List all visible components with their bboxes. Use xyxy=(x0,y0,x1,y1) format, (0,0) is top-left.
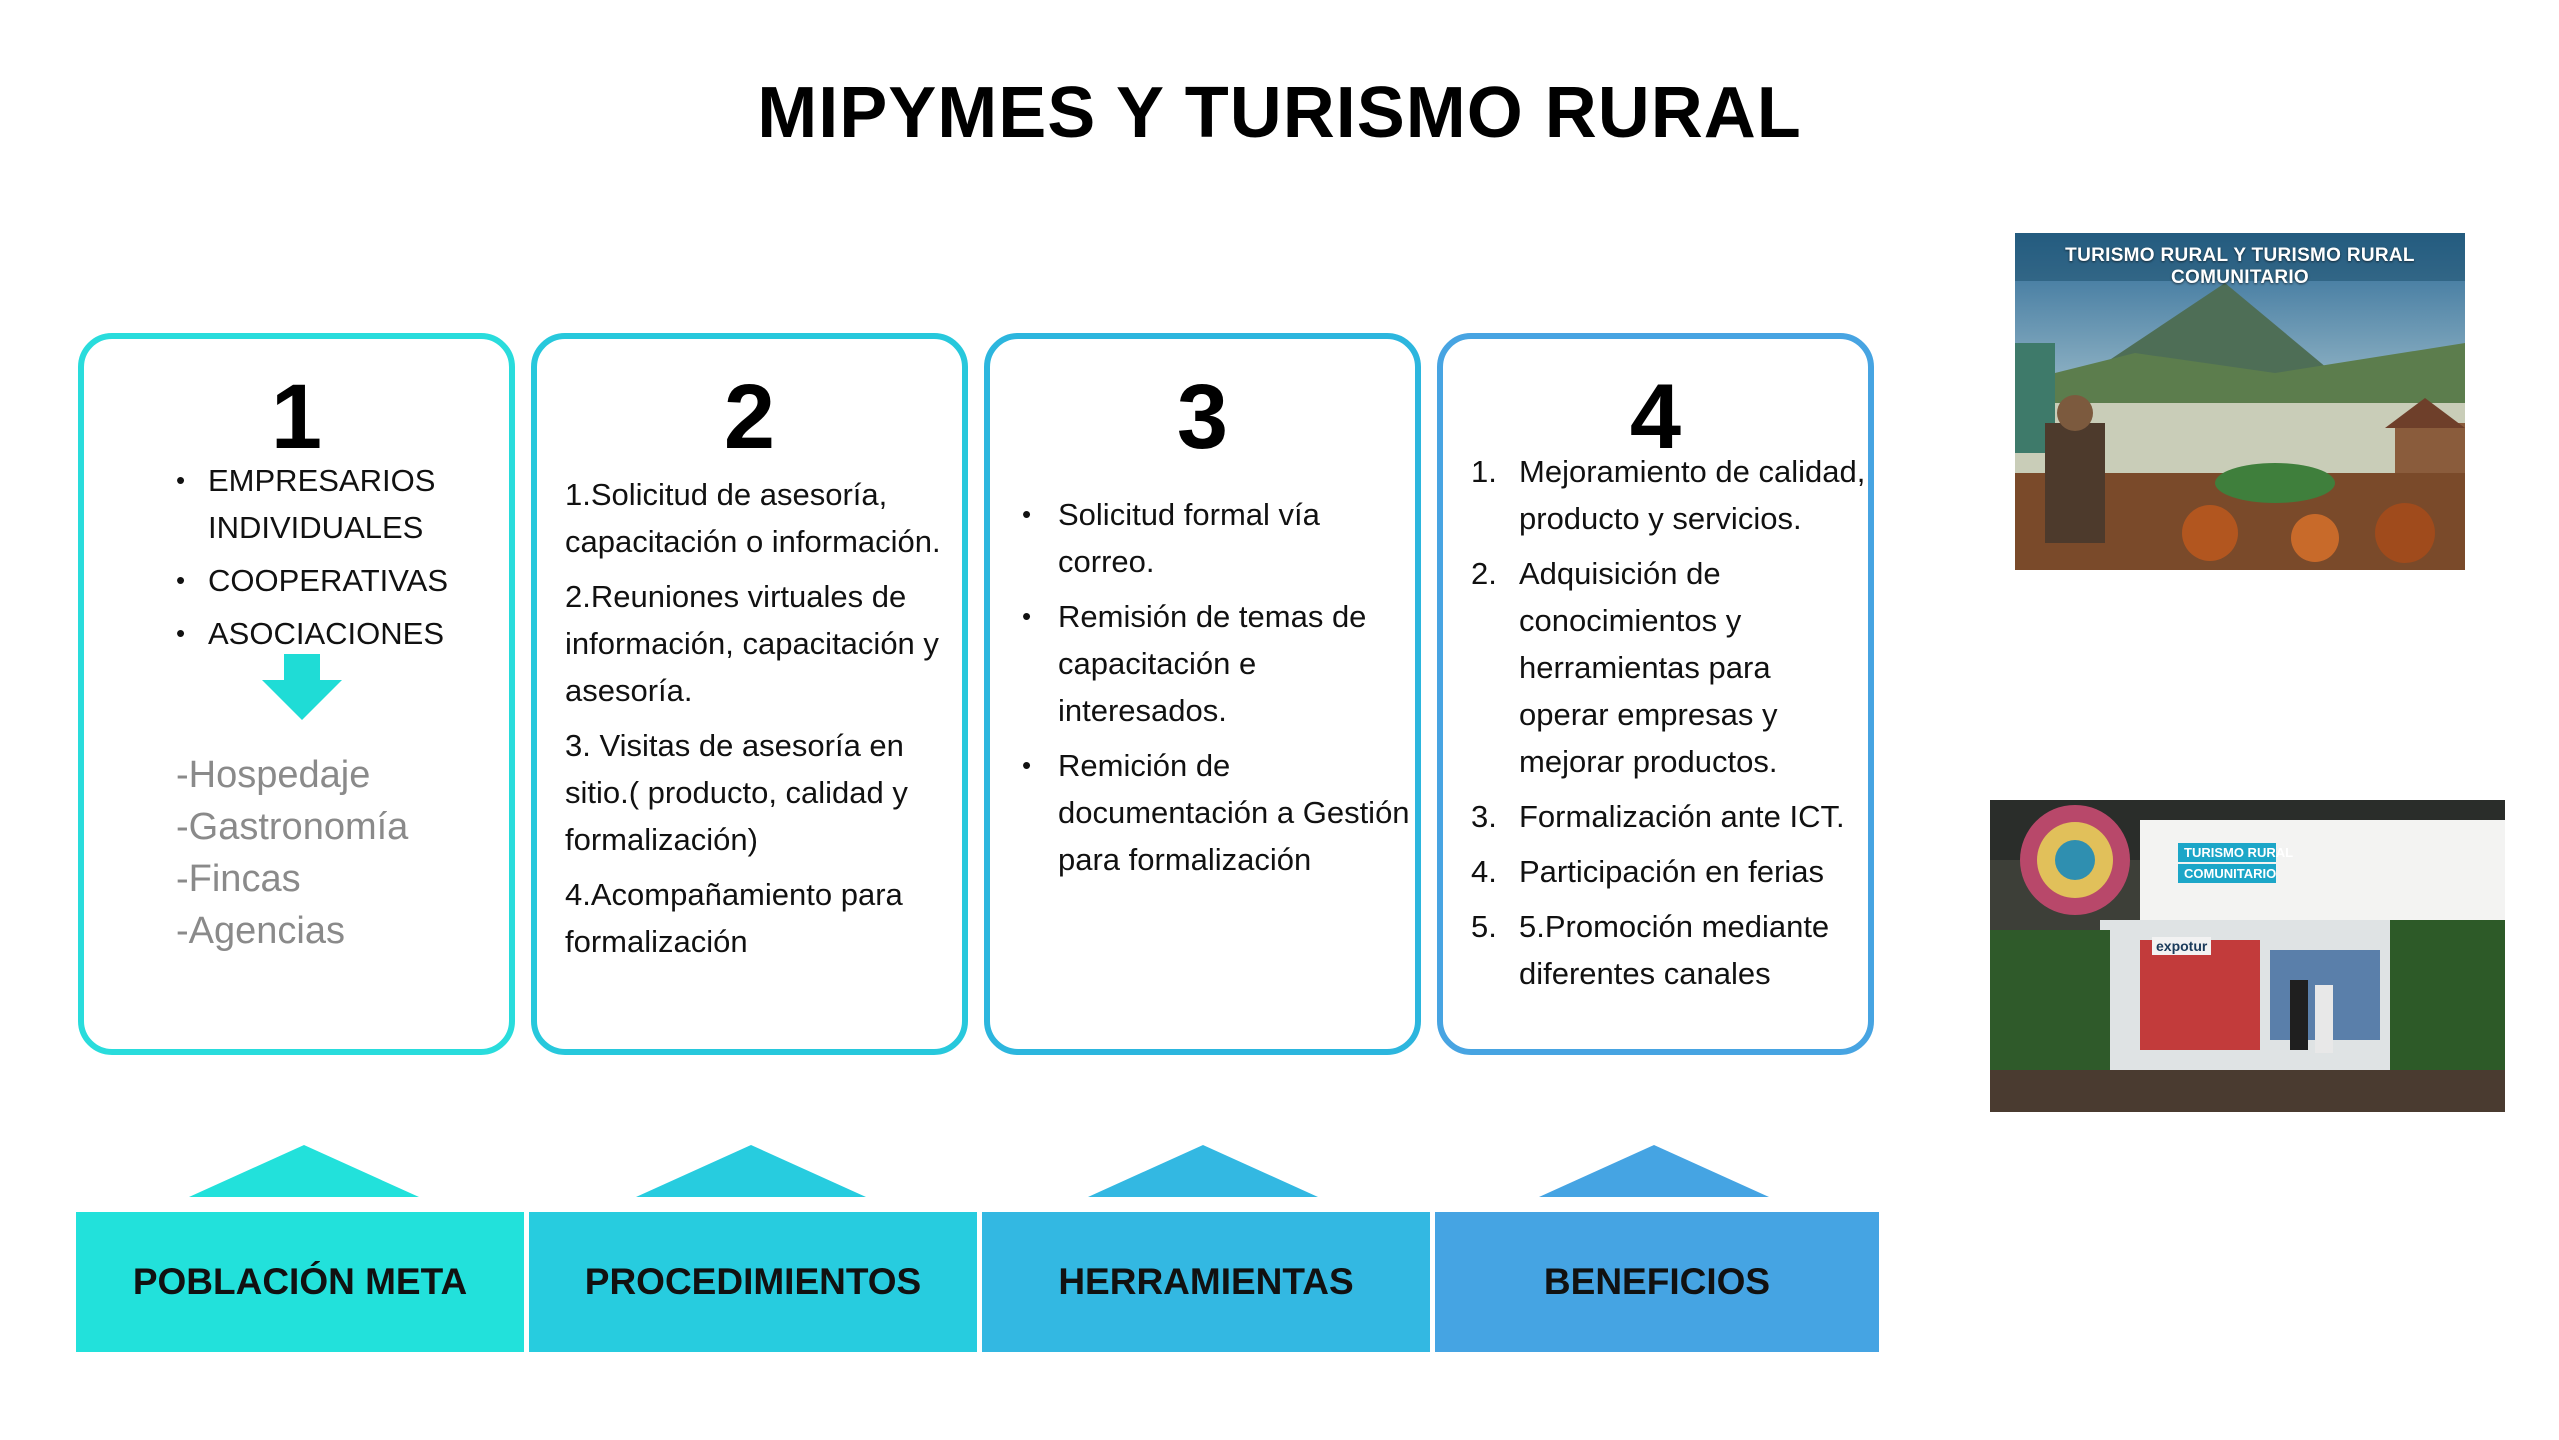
benefits-list xyxy=(1471,448,1866,1005)
list-item: 4.Acompañamiento para formalización xyxy=(565,877,903,959)
list-item: • ASOCIACIONES xyxy=(172,610,512,657)
list-item xyxy=(1471,903,1866,997)
list-text: Adquisición de conocimientos y herramientas para operar empresas y mejorar productos. xyxy=(1519,556,1778,779)
band-poblacion-meta: POBLACIÓN META xyxy=(76,1212,524,1352)
list-item: -Gastronomía xyxy=(176,806,409,848)
list-item: • Remición de documentación a Gestión para formalización xyxy=(1010,742,1410,883)
list-item xyxy=(1471,448,1866,542)
up-triangle-icon xyxy=(1088,1145,1318,1197)
card-procedimientos xyxy=(531,333,968,1055)
booth-sign xyxy=(2178,843,2294,885)
list-item xyxy=(1471,793,1866,840)
list-item: -Agencias xyxy=(176,910,345,952)
bullet-list xyxy=(172,457,512,663)
list-marker: 1. xyxy=(1471,454,1497,489)
band-procedimientos: PROCEDIMIENTOS xyxy=(529,1212,977,1352)
list-item: -Hospedaje xyxy=(176,754,371,796)
step-number: 1 xyxy=(270,366,323,468)
card-poblacion-meta xyxy=(78,333,515,1055)
procedure-list xyxy=(565,471,960,973)
band-beneficios: BENEFICIOS xyxy=(1435,1212,1879,1352)
poster-banner-text: TURISMO RURAL Y TURISMO RURAL COMUNITARIO xyxy=(2065,245,2415,288)
list-text: Participación en ferias xyxy=(1519,854,1824,889)
step-number: 2 xyxy=(723,366,776,468)
list-item xyxy=(1471,550,1866,785)
step-number: 4 xyxy=(1629,366,1682,468)
list-text: Formalización ante ICT. xyxy=(1519,799,1845,834)
list-marker: 5. xyxy=(1471,909,1497,944)
list-text: Mejoramiento de calidad, producto y servicios. xyxy=(1519,454,1866,536)
up-triangle-icon xyxy=(1539,1145,1769,1197)
list-item: • COOPERATIVAS xyxy=(172,557,512,604)
list-item: • Solicitud formal vía correo. xyxy=(1010,491,1410,585)
step-number: 3 xyxy=(1176,366,1229,468)
bullet-list xyxy=(1010,491,1410,891)
sign-line: TURISMO RURAL xyxy=(2178,843,2276,862)
expotur-sign: expotur xyxy=(2152,937,2211,955)
rural-tourism-poster-image xyxy=(2015,233,2465,570)
list-item: -Fincas xyxy=(176,858,301,900)
down-arrow-icon xyxy=(262,654,342,720)
list-text: 5.Promoción mediante diferentes canales xyxy=(1519,909,1830,991)
up-triangle-icon xyxy=(189,1145,419,1197)
page-title: MIPYMES Y TURISMO RURAL xyxy=(757,73,1802,153)
list-item: • Remisión de temas de capacitación e interesados. xyxy=(1010,593,1410,734)
card-herramientas xyxy=(984,333,1421,1055)
list-item xyxy=(1471,848,1866,895)
list-marker: 2. xyxy=(1471,556,1497,591)
sign-line: COMUNITARIO xyxy=(2178,864,2276,883)
list-item: 2.Reuniones virtuales de información, capacitación y asesoría. xyxy=(565,579,939,708)
list-item: 1.Solicitud de asesoría, capacitación o información. xyxy=(565,477,941,559)
up-triangle-icon xyxy=(636,1145,866,1197)
list-marker: 4. xyxy=(1471,854,1497,889)
list-marker: 3. xyxy=(1471,799,1497,834)
list-item: • EMPRESARIOS INDIVIDUALES xyxy=(172,457,512,551)
list-item: 3. Visitas de asesoría en sitio.( producto, calidad y formalización) xyxy=(565,728,908,857)
band-herramientas: HERRAMIENTAS xyxy=(982,1212,1430,1352)
sector-list xyxy=(176,749,408,957)
